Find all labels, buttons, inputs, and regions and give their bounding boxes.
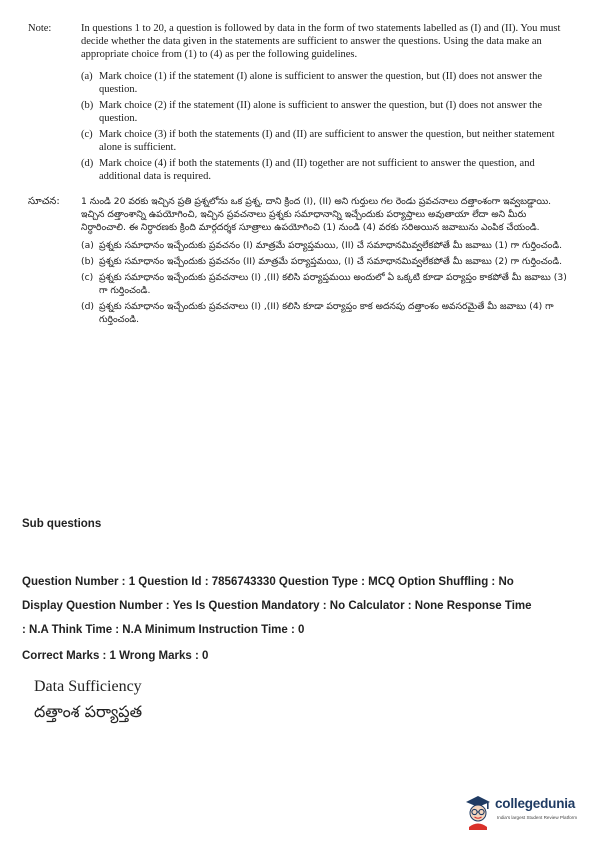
question-meta-line-2: Display Question Number : Yes Is Question Mandatory : No Calculator : None Response Time — [22, 600, 532, 612]
suchana-option-text: ప్రశ్నకు సమాధానం ఇచ్చేందుకు ప్రవచనం (I) మాత్రమే పర్యాప్తమయి, (II) చే సమాధానమివ్వలేకపోతే మీ జవాబు (1) గా గుర్తించండి. — [99, 240, 563, 251]
note-option-key: (b) — [81, 100, 94, 111]
suchana-option-text: ప్రశ్నకు సమాధానం ఇచ్చేందుకు ప్రవచనం (II) మాత్రమే పర్యాప్తమయి, (I) చే సమాధానమివ్వలేకపోతే మీ జవాబు (2) గా గుర్తించండి. — [99, 256, 563, 267]
note-option — [81, 128, 573, 154]
note-option-text: Mark choice (4) if both the statements (I) and (II) together are not sufficient to answer the question, and additional data is required. — [99, 158, 535, 182]
note-body — [81, 22, 573, 183]
suchana-option — [81, 239, 573, 252]
note-option-key: (a) — [81, 71, 93, 82]
note-section — [28, 22, 573, 183]
note-option — [81, 157, 573, 183]
question-meta-line-1: Question Number : 1 Question Id : 7856743330 Question Type : MCQ Option Shuffling : No — [22, 576, 514, 588]
collegedunia-logo — [462, 792, 590, 832]
suchana-option — [81, 300, 573, 326]
sub-questions-heading: Sub questions — [22, 518, 102, 530]
question-meta-line-3: : N.A Think Time : N.A Minimum Instruction Time : 0 — [22, 624, 305, 636]
suchana-intro: 1 నుండి 20 వరకు ఇచ్చిన ప్రతి ప్రశ్నలోను ఒక ప్రశ్న, దాని క్రింద (I), (II) అని గుర్తులు గల రెండు ప్రవచనాలు దత్తాంశంగా ఇవ్వబడ్డాయి. ఇచ్చిన దత్తాంశాన్ని ఉపయోగించి, ఇచ్చిన ప్రవచనాలు ప్రశ్నకు సమాధానాన్ని ఇచ్చేందుకు పర్యాప్తాలు అవుతాయా లేదా అని మీరు నిర్ధారించాలి. ఈ నిర్ధారణకు క్రింది మార్గదర్శక సూత్రాలు ఉపయోగించి (1) నుండి (4) వరకు సరిఅయిన జవాబును ఎంపిక చేయండి. — [81, 196, 552, 233]
suchana-label: సూచన: — [28, 196, 60, 207]
logo-name: collegedunia — [495, 796, 576, 811]
marks-line: Correct Marks : 1 Wrong Marks : 0 — [22, 650, 209, 662]
suchana-option-key: (b) — [81, 256, 95, 267]
suchana-option-key: (c) — [81, 272, 94, 283]
question-instructions — [28, 22, 573, 326]
note-option-text: Mark choice (3) if both the statements (I) and (II) are sufficient to answer the question, but neither statement alone is sufficient. — [99, 129, 555, 153]
note-option-text: Mark choice (1) if the statement (I) alone is sufficient to answer the question, but (II) does not answer the question. — [99, 71, 542, 95]
logo-tagline: India's largest Student Review Platform — [497, 815, 578, 820]
suchana-body — [81, 195, 573, 326]
note-option-text: Mark choice (2) if the statement (II) alone is sufficient to answer the question, but (I) does not answer the question. — [99, 100, 542, 124]
answer-telugu: దత్తాంశ పర్యాప్తత — [34, 702, 143, 721]
note-option — [81, 70, 573, 96]
answer-english: Data Sufficiency — [34, 678, 142, 695]
suchana-option — [81, 255, 573, 268]
suchana-option-key: (a) — [81, 240, 94, 251]
note-option-key: (c) — [81, 129, 93, 140]
suchana-option-text: ప్రశ్నకు సమాధానం ఇచ్చేందుకు ప్రవచనాలు (I) ,(II) కలిసి పర్యాప్తమయి అందులో ఏ ఒక్కటి కూడా పర్యాప్తం కాకపోతే మీ జవాబు (3) గా గుర్తించండి. — [99, 272, 567, 296]
suchana-options — [81, 239, 573, 326]
suchana-option — [81, 271, 573, 297]
note-label: Note: — [28, 23, 52, 34]
note-intro: In questions 1 to 20, a question is followed by data in the form of two statements labelled as (I) and (II). You must decide whether the data given in the statements are sufficient to answer the questions. Using the data make an appropriate choice from (1) to (4) as per the following guidelines. — [81, 23, 561, 60]
note-option-key: (d) — [81, 158, 94, 169]
note-options — [81, 70, 573, 183]
note-option — [81, 99, 573, 125]
suchana-option-key: (d) — [81, 301, 95, 312]
suchana-option-text: ప్రశ్నకు సమాధానం ఇచ్చేందుకు ప్రవచనాలు (I) ,(II) కలిసి కూడా పర్యాప్తం కాక అదనపు దత్తాంశం అవసరమైతే మీ జవాబు (4) గా గుర్తించండి. — [99, 301, 554, 325]
graduate-mascot-icon — [462, 792, 494, 830]
suchana-section — [28, 195, 573, 326]
